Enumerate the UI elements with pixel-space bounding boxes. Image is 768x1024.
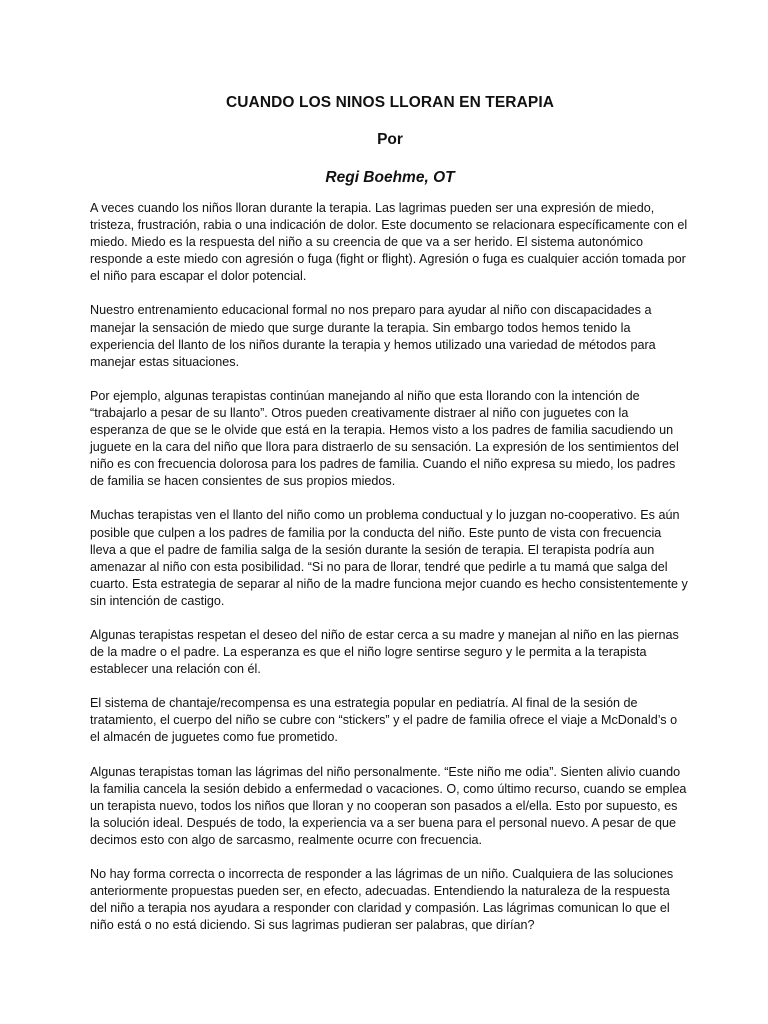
author-name: Regi Boehme, OT	[325, 169, 455, 186]
paragraph-5: Algunas terapistas respetan el deseo del niño de estar cerca a su madre y manejan al niño en las piernas de la madre o el padre. La esperanza es que el niño logre sentirse seguro y le permita a la terapista establecer una relación con él.	[90, 627, 679, 677]
by-line: Por	[377, 131, 403, 148]
paragraph-8: No hay forma correcta o incorrecta de responder a las lágrimas de un niño. Cualquiera de las soluciones anteriormente propuestas pueden ser, en efecto, adecuadas. Entendiendo la naturaleza de la respuesta del niño a terapia nos ayudara a responder con claridad y compasión. Las lágrimas comunican lo que el niño está o no está diciendo. Si sus lagrimas pudieran ser palabras, que dirían?	[90, 867, 674, 933]
paragraph-7: Algunas terapistas toman las lágrimas del niño personalmente. “Este niño me odia”. Sienten alivio cuando la familia cancela la sesión debido a enfermedad o vacaciones. O, como último recurso, cuando se emplea un terapista nuevo, todos los niños que lloran y no cooperan son pasados a el/ella. Esto por supuesto, es la solución ideal. Después de todo, la experiencia va a ser buena para el personal nuevo. A pesar de que decimos esto con algo de sarcasmo, realmente ocurre con frecuencia.	[90, 764, 687, 847]
paragraph-2: Nuestro entrenamiento educacional formal no nos preparo para ayudar al niño con discapacidades a manejar la sensación de miedo que surge durante la terapia. Sin embargo todos hemos tenido la experiencia del llanto de los niños durante la terapia y hemos utilizado una variedad de métodos para manejar estas situaciones.	[90, 303, 656, 369]
paragraph-6: El sistema de chantaje/recompensa es una estrategia popular en pediatría. Al final de la sesión de tratamiento, el cuerpo del niño se cubre con “stickers” y el padre de familia ofrece el viaje a McDonald’s o el almacén de juguetes como fue prometido.	[90, 696, 678, 745]
paragraph-1: A veces cuando los niños lloran durante la terapia. Las lagrimas pueden ser una expresión de miedo, tristeza, frustración, rabia o una indicación de dolor. Este documento se relacionara específicamente con el miedo. Miedo es la respuesta del niño a su creencia de que va a ser herido. El sistema autonómico responde a este miedo con agresión o fuga (fight or flight). Agresión o fuga es cualquier acción tomada por el niño para escapar el dolor potencial.	[90, 201, 688, 284]
document-title: CUANDO LOS NINOS LLORAN EN TERAPIA	[225, 94, 555, 111]
document-body	[90, 200, 690, 934]
paragraph-3: Por ejemplo, algunas terapistas continúan manejando al niño que esta llorando con la intención de “trabajarlo a pesar de su llanto”. Otros pueden creativamente distraer al niño con juguetes con la esperanza de que se le olvide que está en la terapia. Hemos visto a los padres de familia sacudiendo un juguete en la cara del niño que llora para distraerlo de su sensación. La expresión de los sentimientos del niño es con frecuencia dolorosa para los padres de familia. Cuando el niño expresa su miedo, los padres de familia se hacen consientes de sus propios miedos.	[90, 388, 679, 489]
paragraph-4: Muchas terapistas ven el llanto del niño como un problema conductual y lo juzgan no-cooperativo. Es aún posible que culpen a los padres de familia por la conducta del niño. Este punto de vista con frecuencia lleva a que el padre de familia salga de la sesión durante la sesión de terapia. El terapista podría aun amenazar al niño con esta posibilidad. “Si no para de llorar, tendré que pedirle a tu mamá que salga del cuarto. Esta estrategia de separar al niño de la madre funciona mejor cuando es hecho consistentemente y sin intención de castigo.	[90, 508, 688, 608]
